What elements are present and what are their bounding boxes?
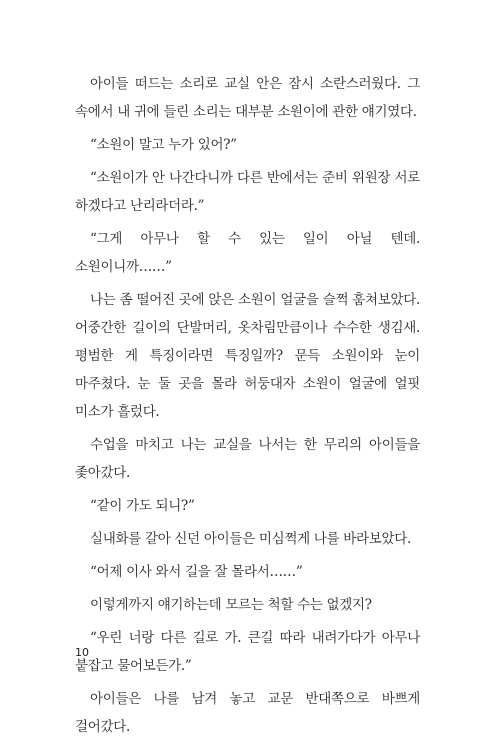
paragraph: 나는 좀 떨어진 곳에 앉은 소원이 얼굴을 슬쩍 훔쳐보았다. 어중간한 길이의 단발머리, 옷차림만큼이나 수수한 생김새. 평범한 게 특징이라면 특징일까? 문득 소원이와 눈이 마주쳤다. 눈 둘 곳을 몰라 허둥대자 소원이 얼굴에 얼핏 미소가 흘렀다. bbox=[75, 292, 420, 420]
paragraph: “그게 아무나 할 수 있는 일이 아닐 텐데. 소원이니까……” bbox=[75, 231, 420, 275]
paragraph: 아이들은 나를 남겨 놓고 교문 반대쪽으로 바쁘게 걸어갔다. bbox=[75, 691, 420, 735]
paragraph: 아이들 떠드는 소리로 교실 안은 잠시 소란스러웠다. 그 속에서 내 귀에 들린 소리는 대부분 소원이에 관한 얘기였다. bbox=[75, 76, 420, 120]
paragraph: 수업을 마치고 나는 교실을 나서는 한 무리의 아이들을 좇아갔다. bbox=[75, 437, 420, 481]
paragraph: “소원이 말고 누가 있어?” bbox=[90, 137, 237, 153]
paragraph: “우린 너랑 다른 길로 가. 큰길 따라 내려가다가 아무나 붙잡고 물어보든가.” bbox=[75, 630, 420, 674]
body-text bbox=[75, 70, 420, 746]
page-number: 10 bbox=[75, 646, 89, 659]
paragraph: 실내화를 갈아 신던 아이들은 미심쩍게 나를 바라보았다. bbox=[90, 531, 411, 547]
paragraph: “같이 가도 되니?” bbox=[90, 498, 195, 514]
paragraph: “소원이가 안 나간다니까 다른 반에서는 준비 위원장 서로 하겠다고 난리라더라.” bbox=[75, 170, 420, 214]
paragraph: 이렇게까지 얘기하는데 모르는 척할 수는 없겠지? bbox=[90, 597, 372, 613]
paragraph: “어제 이사 와서 길을 잘 몰라서……” bbox=[90, 564, 303, 580]
